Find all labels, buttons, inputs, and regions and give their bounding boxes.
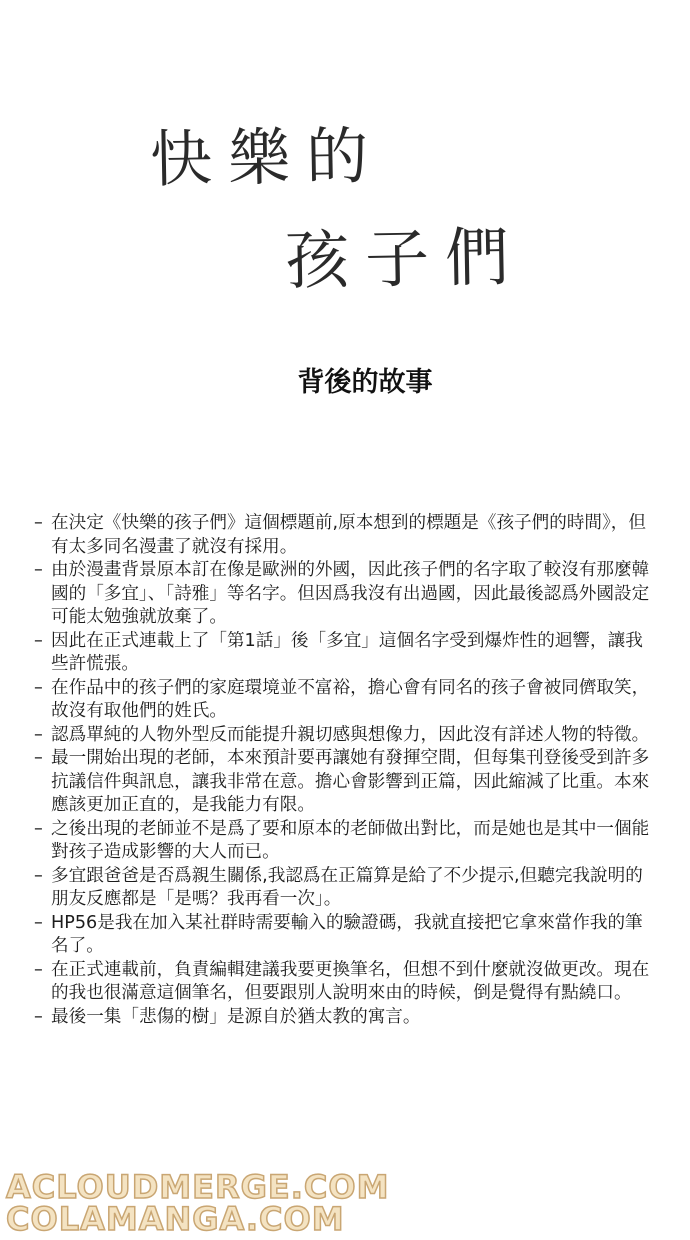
note-text: 之後出現的老師並不是爲了要和原本的老師做出對比，而是她也是其中一個能對孩子造成影響的大人而已。: [51, 818, 650, 862]
note-item: [34, 677, 660, 724]
note-item: [34, 724, 660, 748]
note-text: 因此在正式連載上了「第1話」後「多宜」這個名字受到爆炸性的迴響，讓我些許慌張。: [51, 630, 643, 674]
bullet-dash: –: [34, 959, 43, 980]
note-item: [34, 865, 660, 912]
note-text: 認爲單純的人物外型反而能提升親切感與想像力，因此沒有詳述人物的特徵。: [51, 724, 650, 745]
note-text: 最後一集「悲傷的樹」是源自於猶太教的寓言。: [51, 1006, 421, 1027]
handwritten-title-line2: 孩子們: [284, 220, 526, 300]
bullet-dash: –: [34, 513, 43, 533]
bullet-dash: –: [34, 1006, 43, 1027]
bullet-dash: –: [34, 630, 43, 651]
note-text: 多宜跟爸爸是否爲親生關係,我認爲在正篇算是給了不少提示,但聽完我說明的朋友反應都是「是嗎？我再看一次」。: [51, 865, 643, 909]
bullet-dash: –: [34, 912, 43, 933]
note-item: [34, 1006, 660, 1030]
note-item: [34, 818, 660, 865]
notes-list: [34, 512, 660, 1029]
note-text: 由於漫畫背景原本訂在像是歐洲的外國，因此孩子們的名字取了較沒有那麼韓國的「多宜」、「詩雅」等名字。但因爲我沒有出過國，因此最後認爲外國設定可能太勉強就放棄了。: [51, 560, 650, 627]
bullet-dash: –: [34, 724, 43, 745]
bullet-dash: –: [34, 560, 43, 580]
note-text: 在作品中的孩子們的家庭環境並不富裕，擔心會有同名的孩子會被同儕取笑，故沒有取他們的姓氏。: [51, 677, 650, 721]
note-item: [34, 959, 660, 1006]
bullet-dash: –: [34, 865, 43, 886]
note-text: 在正式連載前，負責編輯建議我要更換筆名，但想不到什麼就沒做更改。現在的我也很滿意這個筆名，但要跟別人說明來由的時候，倒是覺得有點繞口。: [51, 959, 650, 1003]
note-text: HP56是我在加入某社群時需要輸入的驗證碼，我就直接把它拿來當作我的筆名了。: [51, 912, 643, 956]
note-item: [34, 912, 660, 959]
note-item: [34, 747, 660, 818]
note-item: [34, 630, 660, 677]
note-text: 在決定《快樂的孩子們》這個標題前,原本想到的標題是《孩子們的時間》，但有太多同名漫畫了就沒有採用。: [51, 513, 646, 557]
note-item: [34, 512, 660, 559]
watermark-line2: COLAMANGA.COM: [6, 1200, 345, 1238]
note-text: 最一開始出現的老師，本來預計要再讓她有發揮空間，但每集刊登後受到許多抗議信件與訊息，讓我非常在意。擔心會影響到正篇，因此縮減了比重。本來應該更加正直的，是我能力有限。: [51, 748, 650, 815]
bullet-dash: –: [34, 818, 43, 839]
bullet-dash: –: [34, 677, 43, 698]
handwritten-title-line1: 快樂的: [149, 118, 385, 197]
subtitle: 背後的故事: [297, 367, 433, 398]
bullet-dash: –: [34, 748, 43, 768]
note-item: [34, 559, 660, 630]
watermark-line1: ACLOUDMERGE.COM: [6, 1168, 390, 1206]
